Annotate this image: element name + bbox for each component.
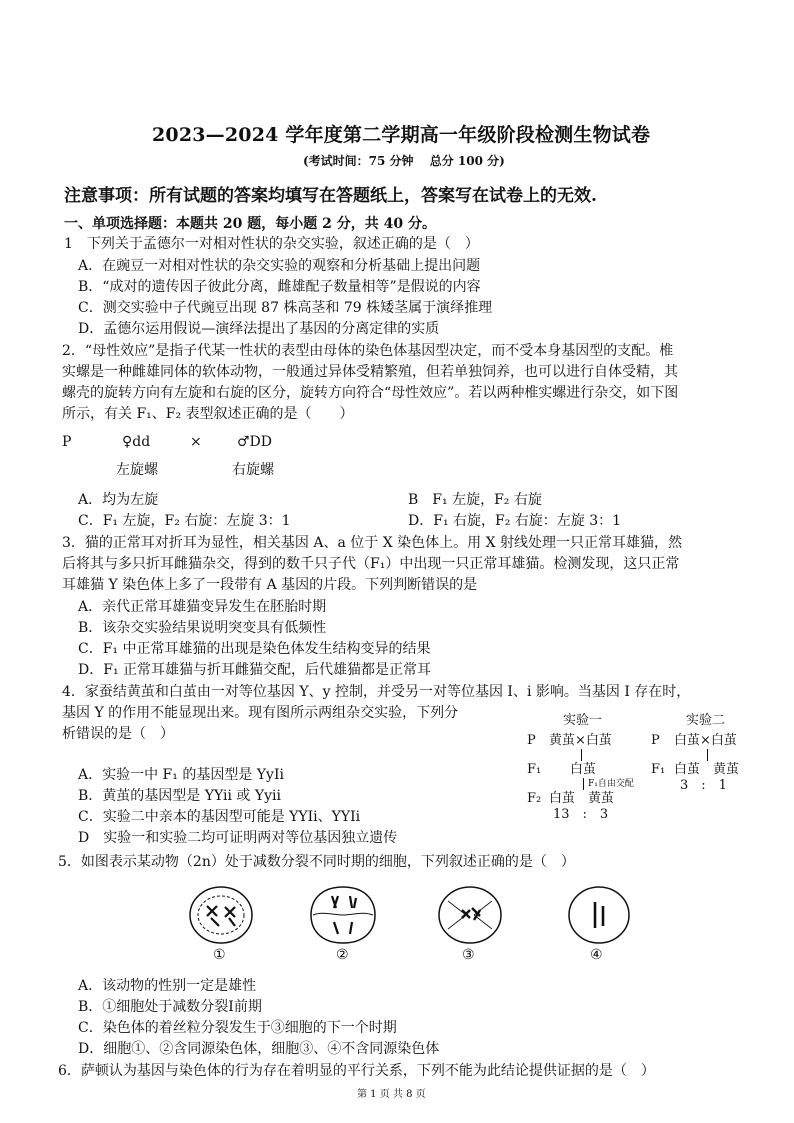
q4-line-3: 析错误的是（ ） xyxy=(62,726,174,742)
cell-label-2: ② xyxy=(336,947,349,963)
exp1-f2: 白茧 黄茧 xyxy=(549,791,615,806)
q4-option-c: C．实验二中亲本的基因型可能是 YYIi、YYIi xyxy=(78,809,361,825)
exam-notice: 注意事项：所有试题的答案均填写在答题纸上，答案写在试卷上的无效. xyxy=(64,186,597,206)
exp2-arrow xyxy=(707,749,708,761)
q1-stem: 1 下列关于孟德尔一对相对性状的杂交实验，叙述正确的是（ ） xyxy=(64,236,479,252)
q2-cross-p: P xyxy=(62,434,72,450)
q1-option-c: C．测交实验中子代豌豆出现 87 株高茎和 79 株矮茎属于演绎推理 xyxy=(78,300,493,316)
q3-line-2: 后将其与多只折耳雌猫杂交，得到的数千只子代（F₁）中出现一只正常耳雄猫。检测发现，这只正常 xyxy=(62,556,680,572)
exp1-arrow-1 xyxy=(581,749,582,761)
q1-option-a: A．在豌豆一对相对性状的杂交实验的观察和分析基础上提出问题 xyxy=(78,258,481,274)
exp2-parents: 白茧×白茧 xyxy=(674,733,737,748)
q2-line-2: 实螺是一种雌雄同体的软体动物，一般通过异体受精繁殖，但若单独饲养，也可以进行自体受精，其 xyxy=(62,364,678,380)
cell-label-1: ① xyxy=(213,947,226,963)
q2-cross-times: × xyxy=(190,434,202,450)
exp1-p-label: P xyxy=(527,733,536,748)
exp1-f1: 白茧 xyxy=(570,762,597,777)
q3-option-a: A．亲代正常耳雄猫变异发生在胚胎时期 xyxy=(78,599,327,615)
q2-cross-left-snail: 左旋螺 xyxy=(116,462,158,478)
exp1-arrow-2 xyxy=(583,778,584,790)
q3-option-d: D．F₁ 正常耳雄猫与折耳雌猫交配，后代雄猫都是正常耳 xyxy=(78,662,431,678)
q4-line-2: 基因 Y 的作用不能显现出来。现有图所示两组杂交实验，下列分 xyxy=(62,705,459,721)
q4-line-1: 4．家蚕结黄茧和白茧由一对等位基因 Y、y 控制，并受另一对等位基因 I、i 影响。当基因 I 存在时， xyxy=(62,684,691,700)
section-heading: 一、单项选择题：本题共 20 题，每小题 2 分，共 40 分。 xyxy=(64,216,436,232)
q6-stem: 6．萨顿认为基因与染色体的行为存在着明显的平行关系，下列不能为此结论提供证据的是（ ） xyxy=(58,1063,655,1079)
q2-cross-female: ♀dd xyxy=(122,434,151,450)
q2-option-b: B F₁ 左旋，F₂ 右旋 xyxy=(408,492,542,508)
cell-1-illustration xyxy=(185,884,257,946)
q4-option-b: B．黄茧的基因型是 YYii 或 Yyii xyxy=(78,788,281,804)
exp1-f1-label: F₁ xyxy=(527,762,542,777)
q2-cross-right-snail: 右旋螺 xyxy=(232,462,274,478)
q1-option-b: B．“成对的遗传因子彼此分离，雌雄配子数量相等”是假说的内容 xyxy=(78,279,481,295)
cell-label-3: ③ xyxy=(462,947,475,963)
q3-line-1: 3．猫的正常耳对折耳为显性，相关基因 A、a 位于 X 染色体上。用 X 射线处理一只正常耳雄猫，然 xyxy=(62,535,682,551)
q5-stem: 5．如图表示某动物（2n）处于减数分裂不同时期的细胞，下列叙述正确的是（ ） xyxy=(58,854,575,870)
exam-title: 2023—2024 学年度第二学期高一年级阶段检测生物试卷 xyxy=(152,124,651,146)
exp1-title: 实验一 xyxy=(563,713,603,728)
q2-line-4: 所示，有关 F₁、F₂ 表型叙述正确的是（ ） xyxy=(62,406,354,422)
q1-option-d: D．孟德尔运用假说—演绎法提出了基因的分离定律的实质 xyxy=(78,321,440,337)
q3-option-b: B．该杂交实验结果说明突变具有低频性 xyxy=(78,620,327,636)
q4-option-a: A．实验一中 F₁ 的基因型是 YyIi xyxy=(78,767,284,783)
exp2-title: 实验二 xyxy=(686,713,726,728)
exp1-selfing: F₁自由交配 xyxy=(588,779,634,789)
exp1-ratio: 13 : 3 xyxy=(553,807,609,822)
exp2-f1: 白茧 黄茧 xyxy=(674,762,740,777)
exp2-f1-label: F₁ xyxy=(651,762,666,777)
q3-option-c: C．F₁ 中正常耳雄猫的出现是染色体发生结构变异的结果 xyxy=(78,641,431,657)
q5-option-b: B．①细胞处于减数分裂Ⅰ前期 xyxy=(78,999,262,1015)
page-number: 第 1 页 共 8 页 xyxy=(357,1089,426,1100)
cell-3-illustration xyxy=(436,884,504,946)
cell-label-4: ④ xyxy=(590,947,603,963)
q3-line-3: 耳雄猫 Y 染色体上多了一段带有 A 基因的片段。下列判断错误的是 xyxy=(62,577,478,593)
q2-line-3: 螺壳的旋转方向有左旋和右旋的区分，旋转方向符合“母性效应”。若以两种椎实螺进行杂交，如下图 xyxy=(62,385,679,401)
q5-option-c: C．染色体的着丝粒分裂发生于③细胞的下一个时期 xyxy=(78,1020,397,1036)
exp2-p-label: P xyxy=(651,733,660,748)
q5-option-d: D．细胞①、②含同源染色体，细胞③、④不含同源染色体 xyxy=(78,1041,440,1057)
q2-option-d: D．F₁ 右旋，F₂ 右旋：左旋 3：1 xyxy=(408,513,622,529)
cell-4-illustration xyxy=(565,884,633,946)
cell-2-illustration xyxy=(308,884,378,946)
q4-option-d: D 实验一和实验二均可证明两对等位基因独立遗传 xyxy=(78,830,398,846)
q2-cross-male: ♂DD xyxy=(237,434,272,450)
q5-option-a: A．该动物的性别一定是雄性 xyxy=(78,978,257,994)
exam-subtitle: (考试时间：75 分钟 总分 100 分) xyxy=(303,154,505,168)
q2-line-1: 2．“母性效应”是指子代某一性状的表型由母体的染色体基因型决定，而不受本身基因型的支配。椎 xyxy=(62,343,674,359)
q2-option-c: C．F₁ 左旋，F₂ 右旋：左旋 3：1 xyxy=(78,513,291,529)
q2-option-a: A．均为左旋 xyxy=(78,492,159,508)
exp1-parents: 黄茧×白茧 xyxy=(549,733,612,748)
exp2-ratio: 3 : 1 xyxy=(680,778,727,793)
exp1-f2-label: F₂ xyxy=(527,791,542,806)
